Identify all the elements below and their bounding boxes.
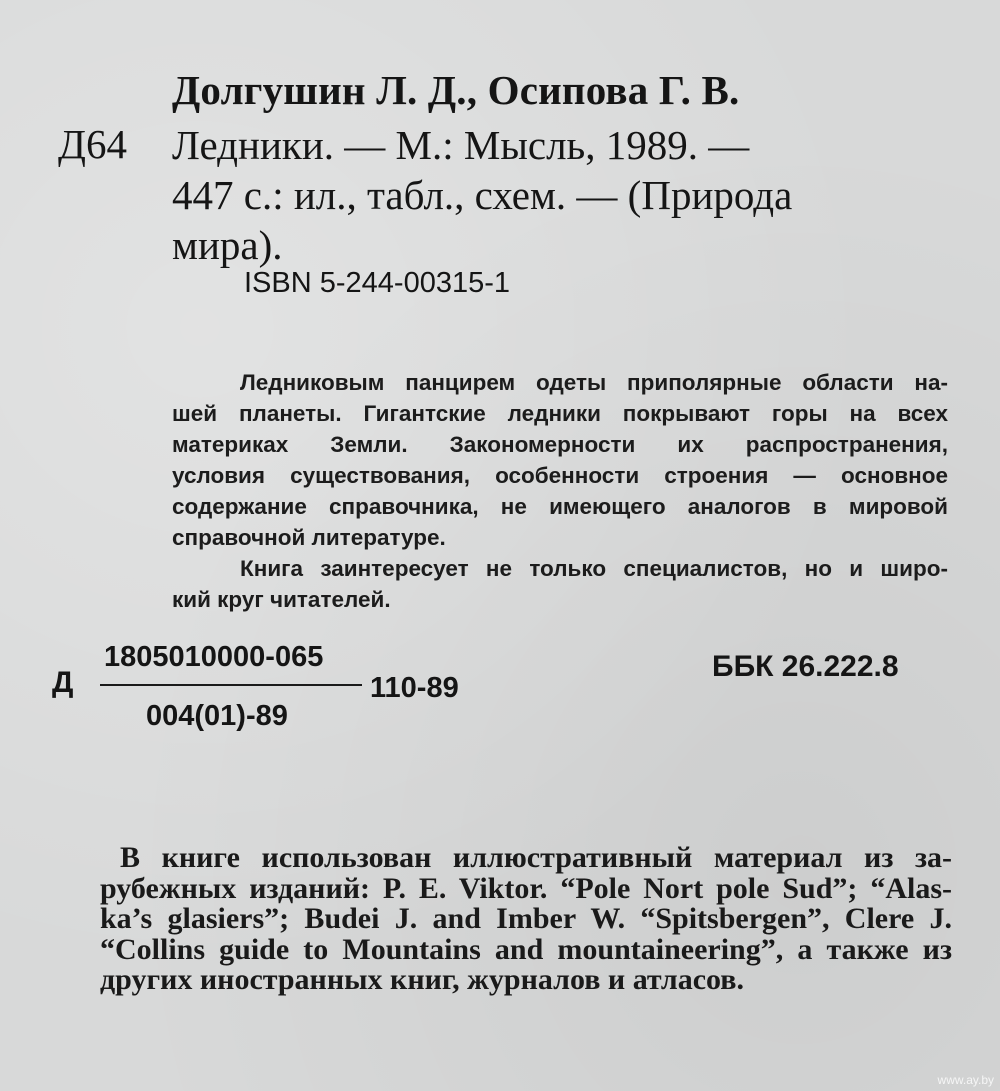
bbk-code: ББК 26.222.8 (712, 650, 899, 683)
credits-line: рубежных изданий: P. E. Viktor. “Pole Nort pole Sud”; “Alas- (100, 871, 952, 905)
abstract-line: содержание справочника, не имеющего аналогов в мировой (172, 494, 948, 519)
credits-line: других иностранных книг, журналов и атласов. (100, 963, 745, 996)
abstract-line: условия существования, особенности строения — основное (172, 463, 948, 488)
abstract-line: справочной литературе. (172, 525, 446, 550)
description-line: мира). (172, 222, 283, 268)
description-line: Ледники. — М.: Мысль, 1989. — (172, 122, 750, 168)
catalog-numerator: 1805010000-065 (104, 641, 324, 673)
catalog-denominator: 004(01)-89 (146, 700, 288, 732)
isbn: ISBN 5-244-00315-1 (244, 267, 510, 299)
abstract-paragraph (172, 367, 948, 615)
fraction-divider (100, 684, 362, 686)
catalog-letter: Д (52, 666, 74, 699)
credits-line: “Collins guide to Mountains and mountaineering”, а также из (100, 932, 952, 966)
credits-line: В книге использован иллюстративный материал из за- (120, 841, 952, 874)
illustration-credits (100, 843, 952, 996)
abstract-line: Ледниковым панцирем одеты приполярные области на- (240, 370, 948, 395)
description-line: 447 с.: ил., табл., схем. — (Природа (172, 172, 793, 218)
abstract-line: материках Земли. Закономерности их распространения, (172, 432, 948, 457)
bibliographic-description (172, 120, 952, 270)
abstract-line: шей планеты. Гигантские ледники покрывают горы на всех (172, 401, 948, 426)
authors-heading: Долгушин Л. Д., Осипова Г. В. (172, 67, 740, 113)
abstract-line: кий круг читателей. (172, 587, 391, 612)
abstract-line: Книга заинтересует не только специалистов, но и широ- (240, 556, 948, 581)
library-index-code: Д64 (58, 121, 127, 167)
credits-line: ka’s glasiers”; Budei J. and Imber W. “Spitsbergen”, Clere J. (100, 902, 952, 935)
site-watermark: www.ay.by (937, 1073, 994, 1087)
catalog-suffix: 110-89 (370, 672, 459, 704)
